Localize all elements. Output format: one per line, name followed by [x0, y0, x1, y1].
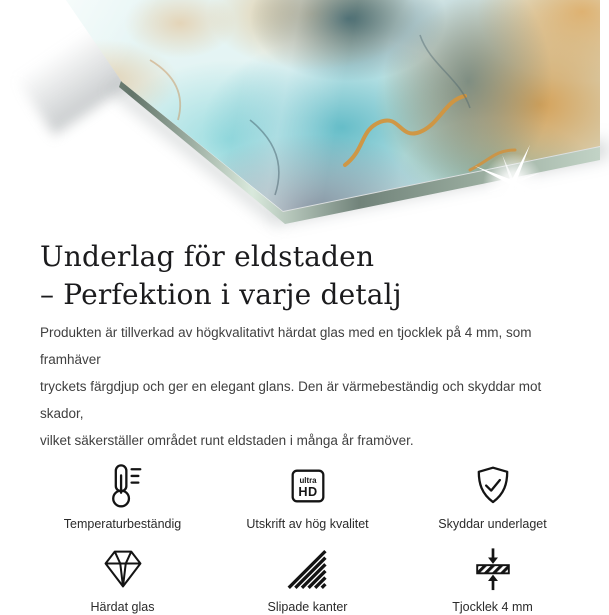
beveled-edges-icon [286, 546, 330, 592]
shield-check-icon [471, 463, 515, 509]
sparkle-icon [471, 141, 555, 225]
feature-print-quality [215, 463, 400, 532]
thickness-icon [470, 546, 516, 592]
description-line: tryckets färgdjup och ger en elegant glans. Den är värmebeständig och skyddar mot skador, [40, 379, 542, 421]
hd-text: HD [297, 485, 318, 500]
description-line: Produkten är tillverkad av högkvalitativt härdat glas med en tjocklek på 4 mm, som framhäver [40, 325, 532, 367]
page-title [40, 238, 560, 314]
ultra-hd-icon [287, 463, 329, 509]
feature-thickness [400, 546, 585, 615]
feature-tempered-glass [30, 546, 215, 615]
product-image[interactable] [0, 0, 600, 232]
title-line-1: Underlag för eldstaden [40, 240, 375, 273]
thermometer-icon [100, 463, 146, 509]
feature-label: Utskrift av hög kvalitet [246, 517, 369, 531]
feature-label: Slipade kanter [267, 600, 348, 614]
ultra-text: ultra [298, 475, 317, 485]
feature-label: Härdat glas [90, 600, 155, 614]
description-line: vilket säkerställer området runt eldstaden i många år framöver. [40, 433, 414, 448]
title-line-2: – Perfektion i varje detalj [40, 278, 402, 311]
feature-temperature-resistant [30, 463, 215, 532]
diamond-icon [101, 546, 145, 592]
product-description [40, 319, 560, 454]
feature-label: Skyddar underlaget [438, 517, 547, 531]
feature-polished-edges [215, 546, 400, 615]
feature-label: Temperaturbeständig [63, 517, 182, 531]
feature-protects-surface [400, 463, 585, 532]
feature-label: Tjocklek 4 mm [452, 600, 533, 614]
feature-grid [30, 463, 585, 615]
